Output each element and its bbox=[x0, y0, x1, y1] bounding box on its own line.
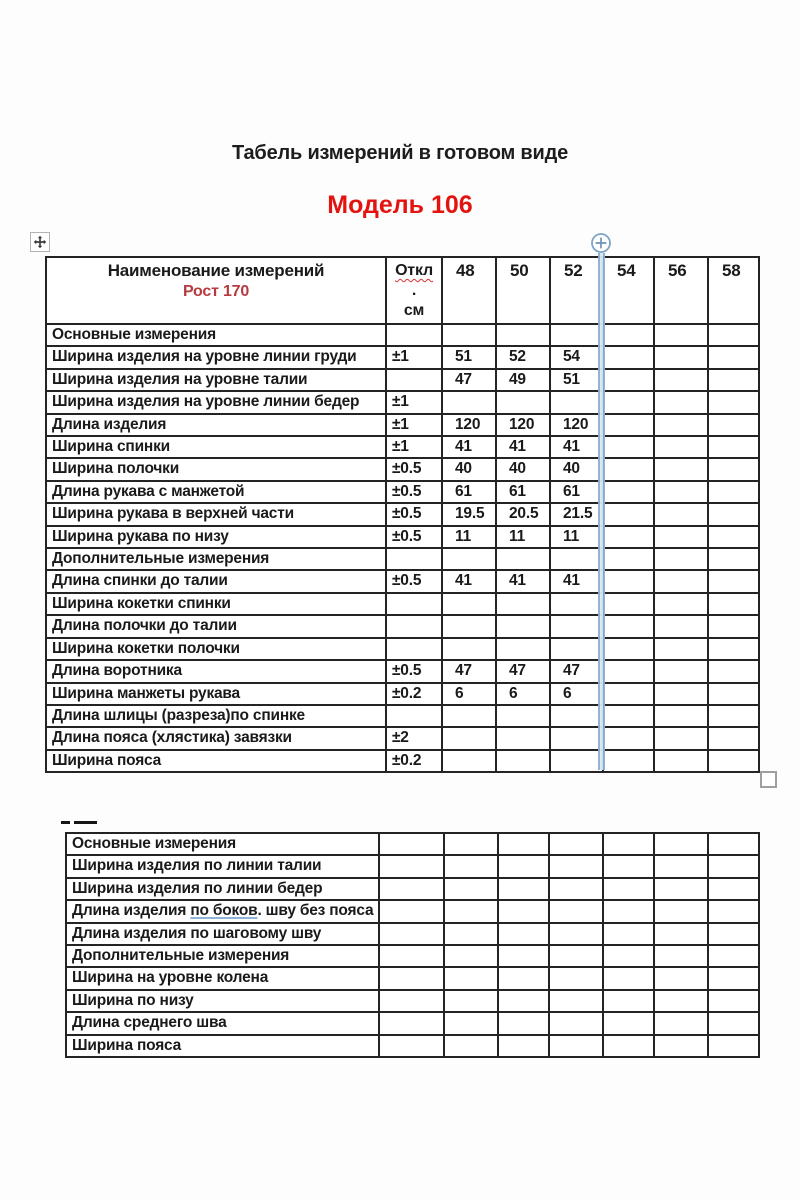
row-value-cell bbox=[550, 593, 603, 615]
size-header-cell: 48 bbox=[442, 257, 496, 324]
row-value-cell bbox=[496, 593, 550, 615]
row-value-cell bbox=[379, 967, 444, 989]
row-value-cell: 40 bbox=[550, 458, 603, 480]
row-tolerance-cell: ±1 bbox=[386, 346, 442, 368]
row-value-cell: 47 bbox=[496, 660, 550, 682]
row-label-cell: Ширина спинки bbox=[46, 436, 386, 458]
row-value-cell bbox=[708, 1012, 759, 1034]
table-row bbox=[46, 481, 759, 503]
row-value-cell bbox=[654, 615, 708, 637]
row-value-cell bbox=[549, 945, 603, 967]
row-value-cell bbox=[654, 369, 708, 391]
row-value-cell bbox=[603, 593, 654, 615]
row-value-cell bbox=[708, 503, 759, 525]
table-row bbox=[46, 458, 759, 480]
row-label-cell: Ширина на уровне колена bbox=[66, 967, 379, 989]
row-label-cell: Ширина рукава в верхней части bbox=[46, 503, 386, 525]
row-value-cell: 11 bbox=[442, 526, 496, 548]
row-label-cell: Основные измерения bbox=[46, 324, 386, 346]
row-value-cell bbox=[654, 503, 708, 525]
row-label-cell: Длина воротника bbox=[46, 660, 386, 682]
row-value-cell bbox=[708, 526, 759, 548]
row-value-cell bbox=[603, 1012, 654, 1034]
row-tolerance-cell bbox=[386, 369, 442, 391]
row-value-cell bbox=[379, 990, 444, 1012]
row-value-cell bbox=[498, 990, 549, 1012]
size-header-cell: 50 bbox=[496, 257, 550, 324]
row-value-cell: 41 bbox=[550, 570, 603, 592]
row-value-cell bbox=[549, 1012, 603, 1034]
measurement-table-top bbox=[45, 256, 760, 773]
table-row bbox=[46, 660, 759, 682]
row-value-cell bbox=[379, 900, 444, 922]
row-value-cell: 6 bbox=[550, 683, 603, 705]
row-value-cell bbox=[498, 945, 549, 967]
row-value-cell bbox=[442, 324, 496, 346]
row-value-cell bbox=[708, 683, 759, 705]
row-value-cell bbox=[654, 990, 708, 1012]
row-value-cell bbox=[708, 833, 759, 855]
row-label-cell: Ширина пояса bbox=[66, 1035, 379, 1057]
row-value-cell bbox=[654, 548, 708, 570]
row-value-cell bbox=[498, 1012, 549, 1034]
row-value-cell: 41 bbox=[442, 570, 496, 592]
row-value-cell bbox=[708, 436, 759, 458]
row-label-cell: Длина полочки до талии bbox=[46, 615, 386, 637]
row-value-cell bbox=[550, 750, 603, 772]
row-value-cell bbox=[496, 548, 550, 570]
row-value-cell bbox=[708, 1035, 759, 1057]
table-row bbox=[66, 855, 759, 877]
row-value-cell bbox=[708, 967, 759, 989]
header-otkl-unit: см bbox=[403, 302, 425, 319]
row-value-cell bbox=[498, 923, 549, 945]
row-value-cell bbox=[654, 683, 708, 705]
row-value-cell bbox=[603, 369, 654, 391]
row-value-cell bbox=[603, 727, 654, 749]
row-tolerance-cell: ±1 bbox=[386, 436, 442, 458]
row-value-cell bbox=[708, 593, 759, 615]
row-value-cell bbox=[708, 750, 759, 772]
row-value-cell bbox=[442, 750, 496, 772]
table-row bbox=[66, 945, 759, 967]
row-label-cell: Ширина рукава по низу bbox=[46, 526, 386, 548]
row-value-cell bbox=[379, 923, 444, 945]
row-value-cell bbox=[603, 570, 654, 592]
row-value-cell bbox=[444, 900, 498, 922]
row-value-cell bbox=[442, 615, 496, 637]
row-value-cell: 47 bbox=[550, 660, 603, 682]
row-value-cell bbox=[498, 855, 549, 877]
row-value-cell bbox=[654, 1035, 708, 1057]
row-value-cell bbox=[708, 481, 759, 503]
row-value-cell bbox=[654, 324, 708, 346]
row-value-cell bbox=[603, 324, 654, 346]
row-value-cell bbox=[498, 878, 549, 900]
size-header-cell: 56 bbox=[654, 257, 708, 324]
row-value-cell: 40 bbox=[442, 458, 496, 480]
row-value-cell: 6 bbox=[442, 683, 496, 705]
row-value-cell bbox=[654, 1012, 708, 1034]
row-value-cell bbox=[444, 945, 498, 967]
row-value-cell bbox=[708, 945, 759, 967]
row-value-cell: 61 bbox=[496, 481, 550, 503]
table-row bbox=[46, 705, 759, 727]
row-value-cell: 6 bbox=[496, 683, 550, 705]
row-label-cell: Длина изделия по боков. шву без пояса bbox=[66, 900, 379, 922]
row-value-cell bbox=[708, 548, 759, 570]
row-value-cell bbox=[379, 855, 444, 877]
row-label-cell: Основные измерения bbox=[66, 833, 379, 855]
row-value-cell bbox=[654, 833, 708, 855]
row-label-cell: Длина пояса (хлястика) завязки bbox=[46, 727, 386, 749]
row-value-cell: 52 bbox=[496, 346, 550, 368]
row-value-cell bbox=[654, 705, 708, 727]
row-label-cell: Длина рукава с манжетой bbox=[46, 481, 386, 503]
row-value-cell bbox=[708, 990, 759, 1012]
row-value-cell bbox=[708, 346, 759, 368]
row-tolerance-cell bbox=[386, 548, 442, 570]
row-value-cell bbox=[603, 481, 654, 503]
size-header-cell: 58 bbox=[708, 257, 759, 324]
row-label-cell: Ширина изделия на уровне талии bbox=[46, 369, 386, 391]
row-value-cell bbox=[444, 833, 498, 855]
row-value-cell bbox=[444, 990, 498, 1012]
row-value-cell bbox=[603, 436, 654, 458]
row-value-cell bbox=[603, 833, 654, 855]
table-row bbox=[46, 750, 759, 772]
row-value-cell: 47 bbox=[442, 660, 496, 682]
row-value-cell bbox=[603, 878, 654, 900]
row-label-cell: Ширина изделия на уровне линии бедер bbox=[46, 391, 386, 413]
row-tolerance-cell: ±1 bbox=[386, 414, 442, 436]
row-value-cell: 40 bbox=[496, 458, 550, 480]
header-otkl-dot: . bbox=[411, 282, 417, 299]
row-value-cell bbox=[550, 548, 603, 570]
row-value-cell bbox=[708, 324, 759, 346]
row-label-cell: Ширина изделия по линии талии bbox=[66, 855, 379, 877]
row-tolerance-cell: ±0.2 bbox=[386, 750, 442, 772]
row-value-cell bbox=[603, 391, 654, 413]
table-row bbox=[46, 436, 759, 458]
row-value-cell: 41 bbox=[496, 570, 550, 592]
row-value-cell bbox=[550, 705, 603, 727]
row-value-cell bbox=[549, 990, 603, 1012]
model-title: Модель 106 bbox=[327, 191, 473, 219]
row-value-cell bbox=[654, 414, 708, 436]
row-value-cell bbox=[442, 638, 496, 660]
row-value-cell: 41 bbox=[496, 436, 550, 458]
table-row bbox=[66, 967, 759, 989]
row-value-cell bbox=[654, 945, 708, 967]
row-value-cell bbox=[603, 414, 654, 436]
row-value-cell bbox=[496, 638, 550, 660]
table-row bbox=[46, 503, 759, 525]
row-value-cell: 11 bbox=[496, 526, 550, 548]
row-value-cell: 51 bbox=[550, 369, 603, 391]
row-value-cell bbox=[603, 990, 654, 1012]
row-value-cell bbox=[654, 727, 708, 749]
row-value-cell bbox=[708, 570, 759, 592]
row-label-cell: Длина изделия по шаговому шву bbox=[66, 923, 379, 945]
row-value-cell bbox=[496, 324, 550, 346]
row-value-cell bbox=[498, 1035, 549, 1057]
row-value-cell: 61 bbox=[550, 481, 603, 503]
row-value-cell bbox=[708, 391, 759, 413]
row-value-cell bbox=[550, 324, 603, 346]
row-value-cell bbox=[708, 923, 759, 945]
table-row bbox=[46, 683, 759, 705]
column-insert-guide-line bbox=[598, 253, 605, 770]
row-value-cell bbox=[654, 481, 708, 503]
table-row bbox=[46, 369, 759, 391]
row-value-cell bbox=[498, 833, 549, 855]
row-value-cell bbox=[654, 638, 708, 660]
row-value-cell bbox=[603, 526, 654, 548]
row-value-cell bbox=[444, 1012, 498, 1034]
row-value-cell bbox=[549, 1035, 603, 1057]
table-row bbox=[46, 324, 759, 346]
row-value-cell bbox=[603, 660, 654, 682]
row-value-cell: 120 bbox=[496, 414, 550, 436]
table-row bbox=[66, 990, 759, 1012]
row-value-cell: 54 bbox=[550, 346, 603, 368]
row-value-cell: 20.5 bbox=[496, 503, 550, 525]
header-name-label: Наименование измерений bbox=[107, 261, 325, 280]
row-label-cell: Ширина полочки bbox=[46, 458, 386, 480]
row-value-cell bbox=[654, 593, 708, 615]
row-value-cell bbox=[549, 878, 603, 900]
row-value-cell bbox=[444, 923, 498, 945]
row-value-cell bbox=[603, 750, 654, 772]
row-value-cell bbox=[498, 967, 549, 989]
row-label-cell: Ширина изделия на уровне линии груди bbox=[46, 346, 386, 368]
row-value-cell bbox=[654, 855, 708, 877]
row-value-cell: 51 bbox=[442, 346, 496, 368]
row-value-cell bbox=[654, 900, 708, 922]
row-value-cell: 11 bbox=[550, 526, 603, 548]
row-value-cell: 41 bbox=[442, 436, 496, 458]
row-value-cell bbox=[654, 526, 708, 548]
table-row bbox=[66, 1035, 759, 1057]
row-value-cell: 21.5 bbox=[550, 503, 603, 525]
measurement-table-bottom bbox=[65, 832, 760, 1058]
row-label-cell: Длина изделия bbox=[46, 414, 386, 436]
row-value-cell bbox=[654, 878, 708, 900]
row-value-cell bbox=[496, 727, 550, 749]
row-value-cell bbox=[603, 346, 654, 368]
row-value-cell bbox=[444, 1035, 498, 1057]
row-value-cell bbox=[549, 923, 603, 945]
row-tolerance-cell bbox=[386, 593, 442, 615]
row-value-cell bbox=[603, 945, 654, 967]
row-value-cell bbox=[496, 615, 550, 637]
row-value-cell bbox=[603, 855, 654, 877]
row-value-cell bbox=[603, 923, 654, 945]
row-value-cell bbox=[708, 855, 759, 877]
row-value-cell bbox=[442, 391, 496, 413]
row-value-cell bbox=[444, 855, 498, 877]
row-tolerance-cell: ±2 bbox=[386, 727, 442, 749]
page-title: Табель измерений в готовом виде bbox=[231, 142, 569, 164]
circled-plus-icon bbox=[590, 232, 612, 254]
row-label-cell: Ширина манжеты рукава bbox=[46, 683, 386, 705]
row-value-cell: 61 bbox=[442, 481, 496, 503]
row-value-cell bbox=[442, 548, 496, 570]
row-value-cell bbox=[708, 458, 759, 480]
row-tolerance-cell bbox=[386, 638, 442, 660]
row-value-cell bbox=[550, 638, 603, 660]
row-value-cell bbox=[549, 855, 603, 877]
row-value-cell bbox=[550, 615, 603, 637]
row-value-cell bbox=[550, 391, 603, 413]
row-value-cell bbox=[654, 346, 708, 368]
row-value-cell: 120 bbox=[442, 414, 496, 436]
row-label-cell: Дополнительные измерения bbox=[46, 548, 386, 570]
row-label-cell: Ширина кокетки спинки bbox=[46, 593, 386, 615]
header-otkl-cell bbox=[386, 257, 442, 324]
row-tolerance-cell: ±0.5 bbox=[386, 660, 442, 682]
row-value-cell bbox=[708, 615, 759, 637]
row-value-cell bbox=[654, 750, 708, 772]
row-value-cell: 47 bbox=[442, 369, 496, 391]
row-value-cell bbox=[442, 727, 496, 749]
table-row bbox=[66, 1012, 759, 1034]
row-label-cell: Ширина изделия по линии бедер bbox=[66, 878, 379, 900]
row-value-cell bbox=[603, 967, 654, 989]
table-row bbox=[46, 593, 759, 615]
row-value-cell bbox=[496, 705, 550, 727]
row-label-cell: Ширина кокетки полочки bbox=[46, 638, 386, 660]
table-row bbox=[46, 638, 759, 660]
row-value-cell bbox=[603, 458, 654, 480]
row-tolerance-cell: ±1 bbox=[386, 391, 442, 413]
row-value-cell bbox=[654, 436, 708, 458]
row-value-cell bbox=[444, 878, 498, 900]
row-value-cell bbox=[654, 570, 708, 592]
row-value-cell bbox=[603, 503, 654, 525]
header-otkl-word: Откл bbox=[395, 262, 433, 279]
row-value-cell: 41 bbox=[550, 436, 603, 458]
row-value-cell bbox=[379, 1035, 444, 1057]
row-label-cell: Длина спинки до талии bbox=[46, 570, 386, 592]
row-value-cell bbox=[549, 967, 603, 989]
row-value-cell bbox=[654, 967, 708, 989]
row-value-cell bbox=[708, 727, 759, 749]
table-row bbox=[46, 548, 759, 570]
row-tolerance-cell bbox=[386, 705, 442, 727]
row-tolerance-cell: ±0.5 bbox=[386, 503, 442, 525]
table-row bbox=[66, 923, 759, 945]
row-value-cell: 49 bbox=[496, 369, 550, 391]
row-value-cell: 19.5 bbox=[442, 503, 496, 525]
row-tolerance-cell: ±0.5 bbox=[386, 458, 442, 480]
row-tolerance-cell bbox=[386, 615, 442, 637]
table-row bbox=[46, 615, 759, 637]
row-value-cell bbox=[708, 414, 759, 436]
row-value-cell bbox=[549, 900, 603, 922]
row-value-cell bbox=[603, 705, 654, 727]
row-tolerance-cell bbox=[386, 324, 442, 346]
row-value-cell bbox=[603, 615, 654, 637]
row-value-cell bbox=[442, 593, 496, 615]
row-value-cell bbox=[496, 391, 550, 413]
row-value-cell bbox=[442, 705, 496, 727]
row-value-cell bbox=[549, 833, 603, 855]
row-value-cell bbox=[708, 638, 759, 660]
move-cross-icon bbox=[33, 235, 47, 249]
row-value-cell bbox=[708, 369, 759, 391]
table-resize-handle[interactable] bbox=[760, 771, 777, 788]
row-tolerance-cell: ±0.5 bbox=[386, 526, 442, 548]
row-label-cell: Длина шлицы (разреза)по спинке bbox=[46, 705, 386, 727]
row-value-cell bbox=[603, 1035, 654, 1057]
row-value-cell bbox=[654, 391, 708, 413]
row-value-cell bbox=[708, 900, 759, 922]
row-value-cell bbox=[654, 923, 708, 945]
table-row bbox=[66, 833, 759, 855]
table-move-handle[interactable] bbox=[30, 232, 50, 252]
row-label-cell: Дополнительные измерения bbox=[66, 945, 379, 967]
row-value-cell bbox=[379, 1012, 444, 1034]
row-value-cell bbox=[603, 683, 654, 705]
table-row bbox=[46, 727, 759, 749]
row-value-cell bbox=[603, 900, 654, 922]
row-tolerance-cell: ±0.2 bbox=[386, 683, 442, 705]
table1-header-row bbox=[46, 257, 759, 324]
grammar-underlined-text: по боков bbox=[190, 902, 258, 920]
row-value-cell bbox=[708, 705, 759, 727]
table-row bbox=[46, 570, 759, 592]
row-label-cell: Ширина по низу bbox=[66, 990, 379, 1012]
row-value-cell bbox=[444, 967, 498, 989]
size-header-cell: 54 bbox=[603, 257, 654, 324]
dash-mark bbox=[61, 820, 101, 825]
insert-column-button[interactable] bbox=[590, 232, 612, 254]
row-value-cell bbox=[603, 548, 654, 570]
header-name-cell bbox=[46, 257, 386, 324]
size-header-cell: 52 bbox=[550, 257, 603, 324]
row-value-cell bbox=[379, 878, 444, 900]
table-row bbox=[46, 346, 759, 368]
row-value-cell bbox=[708, 878, 759, 900]
row-value-cell bbox=[654, 458, 708, 480]
row-value-cell bbox=[498, 900, 549, 922]
row-value-cell bbox=[496, 750, 550, 772]
row-value-cell: 120 bbox=[550, 414, 603, 436]
row-value-cell bbox=[708, 660, 759, 682]
row-value-cell bbox=[379, 945, 444, 967]
row-label-cell: Длина среднего шва bbox=[66, 1012, 379, 1034]
header-rost-label: Рост 170 bbox=[182, 283, 250, 300]
row-tolerance-cell: ±0.5 bbox=[386, 570, 442, 592]
table-row bbox=[46, 391, 759, 413]
table-row bbox=[46, 414, 759, 436]
table-row bbox=[46, 526, 759, 548]
row-label-cell: Ширина пояса bbox=[46, 750, 386, 772]
row-tolerance-cell: ±0.5 bbox=[386, 481, 442, 503]
row-value-cell bbox=[379, 833, 444, 855]
row-value-cell bbox=[654, 660, 708, 682]
table-row bbox=[66, 900, 759, 922]
row-value-cell bbox=[550, 727, 603, 749]
row-value-cell bbox=[603, 638, 654, 660]
table-row bbox=[66, 878, 759, 900]
